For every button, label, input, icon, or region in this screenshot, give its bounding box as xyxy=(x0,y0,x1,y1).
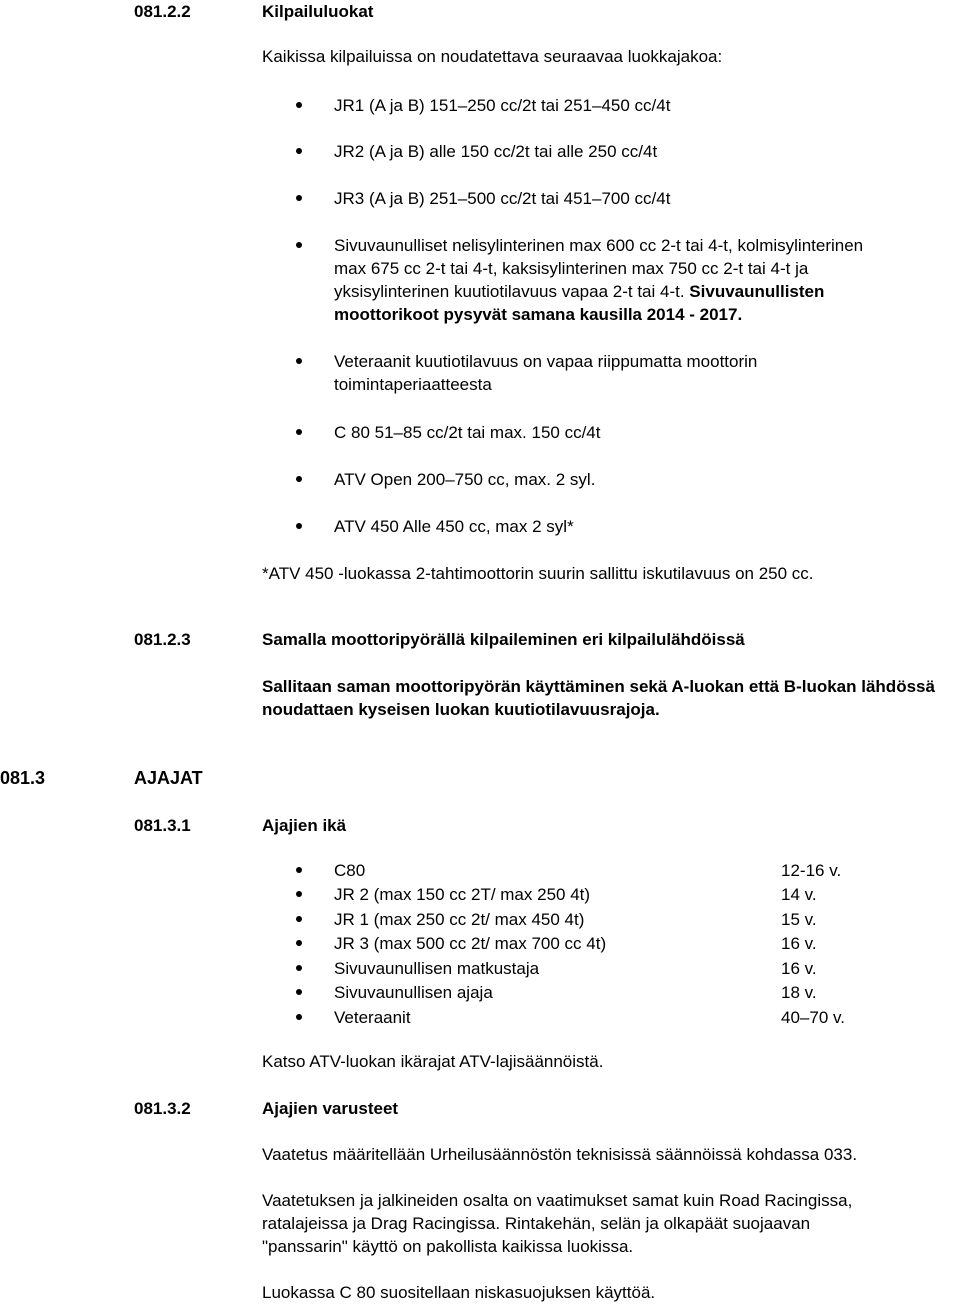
section-number: 081.2.2 xyxy=(134,2,191,21)
section-number: 081.2.3 xyxy=(134,630,191,649)
list-item: ATV 450 Alle 450 cc, max 2 syl* xyxy=(334,517,574,536)
list-item: JR3 (A ja B) 251–500 cc/2t tai 451–700 cc/4t xyxy=(334,189,671,208)
age-value: 18 v. xyxy=(781,983,817,1002)
section-title: Ajajien varusteet xyxy=(262,1099,399,1118)
bullet-icon xyxy=(296,965,302,971)
bullet-icon xyxy=(296,989,302,995)
list-item-bold: Sivuvaunullisten xyxy=(689,282,825,301)
section-title: Ajajien ikä xyxy=(262,816,347,835)
list-item-line: max 675 cc 2-t tai 4-t, kaksisylinterinen max 750 cc 2-t tai 4-t ja xyxy=(334,259,809,278)
list-item: Sivuvaunulliset nelisylinterinen max 600 cc 2-t tai 4-t, kolmisylinterinen xyxy=(334,236,864,255)
age-value: 15 v. xyxy=(781,910,817,929)
list-item: JR1 (A ja B) 151–250 cc/2t tai 251–450 cc/4t xyxy=(334,96,671,115)
chapter-title: AJAJAT xyxy=(134,768,203,788)
bullet-icon xyxy=(296,1014,302,1020)
bullet-icon xyxy=(296,195,302,201)
bullet-icon xyxy=(296,429,302,435)
paragraph-line: ratalajeissa ja Drag Racingissa. Rintakehän, selän ja olkapäät suojaavan xyxy=(262,1214,811,1233)
age-class: Veteraanit xyxy=(334,1008,411,1027)
section-title: Kilpailuluokat xyxy=(262,2,374,21)
bullet-icon xyxy=(296,523,302,529)
section-number: 081.3.2 xyxy=(134,1099,191,1118)
list-item: Veteraanit kuutiotilavuus on vapaa riippumatta moottorin xyxy=(334,352,758,371)
footnote: *ATV 450 -luokassa 2-tahtimoottorin suurin sallittu iskutilavuus on 250 cc. xyxy=(262,564,814,583)
section-text: Sallitaan saman moottoripyörän käyttäminen sekä A-luokan että B-luokan lähdössä noudattaen kyseisen luokan kuutiotilavuusrajoja. xyxy=(262,677,935,719)
age-class: JR 1 (max 250 cc 2t/ max 450 4t) xyxy=(334,910,585,929)
bullet-icon xyxy=(296,916,302,922)
list-item-bold: moottorikoot pysyvät samana kausilla 2014 - 2017. xyxy=(334,305,743,324)
list-item: ATV Open 200–750 cc, max. 2 syl. xyxy=(334,470,596,489)
paragraph: Luokassa C 80 suositellaan niskasuojuksen käyttöä. xyxy=(262,1283,656,1302)
age-class: C80 xyxy=(334,861,366,880)
age-note: Katso ATV-luokan ikärajat ATV-lajisäännöistä. xyxy=(262,1052,604,1071)
bullet-icon xyxy=(296,358,302,364)
list-item: JR2 (A ja B) alle 150 cc/2t tai alle 250 cc/4t xyxy=(334,142,658,161)
bullet-icon xyxy=(296,867,302,873)
paragraph-line: Vaatetuksen ja jalkineiden osalta on vaatimukset samat kuin Road Racingissa, xyxy=(262,1191,853,1210)
paragraph-line: "panssarin" käyttö on pakollista kaikissa luokissa. xyxy=(262,1237,634,1256)
age-value: 12-16 v. xyxy=(781,861,842,880)
age-value: 16 v. xyxy=(781,934,817,953)
bullet-icon xyxy=(296,940,302,946)
age-class: JR 3 (max 500 cc 2t/ max 700 cc 4t) xyxy=(334,934,607,953)
paragraph: Vaatetus määritellään Urheilusäännöstön teknisissä säännöissä kohdassa 033. xyxy=(262,1145,858,1164)
section-number: 081.3.1 xyxy=(134,816,191,835)
list-item: C 80 51–85 cc/2t tai max. 150 cc/4t xyxy=(334,423,601,442)
bullet-icon xyxy=(296,242,302,248)
section-title: Samalla moottoripyörällä kilpaileminen eri kilpailulähdöissä xyxy=(262,630,745,649)
list-item-line: toimintaperiaatteesta xyxy=(334,375,492,394)
age-value: 14 v. xyxy=(781,885,817,904)
chapter-number: 081.3 xyxy=(0,768,46,788)
age-class: Sivuvaunullisen matkustaja xyxy=(334,959,540,978)
age-value: 40–70 v. xyxy=(781,1008,845,1027)
bullet-icon xyxy=(296,476,302,482)
age-class: JR 2 (max 150 cc 2T/ max 250 4t) xyxy=(334,885,591,904)
bullet-icon xyxy=(296,102,302,108)
list-item-text: yksisylinterinen kuutiotilavuus vapaa 2-t tai 4-t. xyxy=(334,282,685,301)
list-item-line xyxy=(334,280,824,303)
intro-text: Kaikissa kilpailuissa on noudatettava seuraavaa luokkajakoa: xyxy=(262,47,723,66)
age-value: 16 v. xyxy=(781,959,817,978)
bullet-icon xyxy=(296,891,302,897)
bullet-icon xyxy=(296,148,302,154)
age-class: Sivuvaunullisen ajaja xyxy=(334,983,493,1002)
